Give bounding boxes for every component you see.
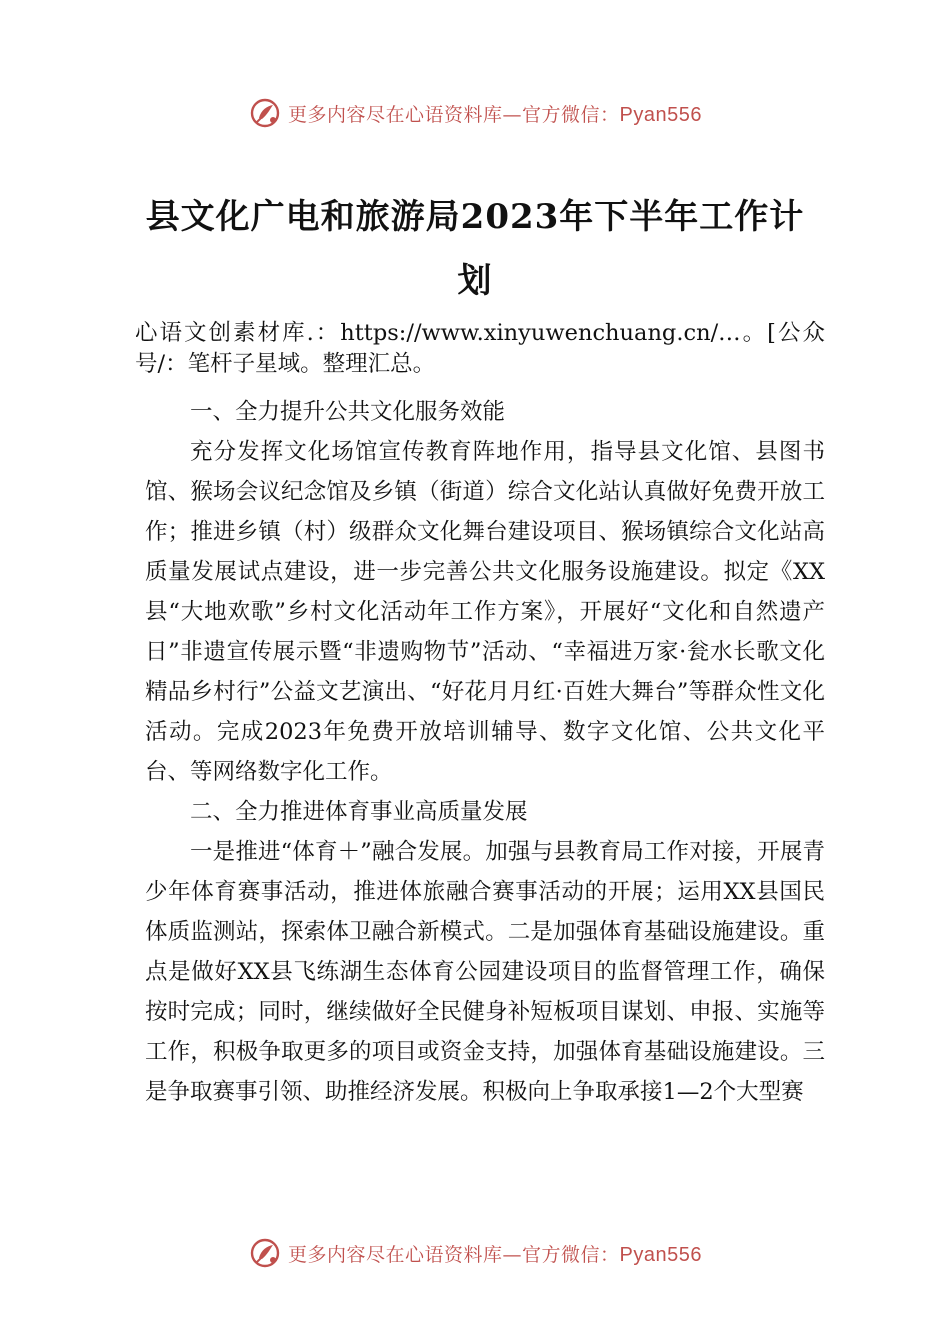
section-1-heading: 一、全力提升公共文化服务效能 <box>190 399 506 425</box>
banner-slogan: 更多内容尽在心语资料库—官方微信： <box>288 1243 620 1266</box>
source-note: 心语文创素材库.：https://www.xinyuwenchuang.cn/…。[公众号/：笔杆子星域。整理汇总。 <box>135 320 825 377</box>
banner-wechat-id: Pyan556 <box>619 103 702 126</box>
library-logo-icon <box>248 96 282 130</box>
banner-text <box>288 100 702 127</box>
document-title: 县文化广电和旅游局2023年下半年工作计划 <box>145 197 805 301</box>
banner-text <box>288 1240 702 1267</box>
section-2-body: 一是推进“体育＋”融合发展。加强与县教育局工作对接，开展青少年体育赛事活动，推进体旅融合赛事活动的开展；运用XX县国民体质监测站，探索体卫融合新模式。二是加强体育基础设施建设。重点是做好XX县飞练湖生态体育公园建设项目的监督管理工作，确保按时完成；同时，继续做好全民健身补短板项目谋划、申报、实施等工作，积极争取更多的项目或资金支持，加强体育基础设施建设。三是争取赛事引领、助推经济发展。积极向上争取承接1—2个大型赛 <box>145 839 825 1105</box>
banner-wechat-id: Pyan556 <box>619 1243 702 1266</box>
library-logo-icon <box>248 1236 282 1270</box>
document-body <box>135 318 825 1112</box>
banner-slogan: 更多内容尽在心语资料库—官方微信： <box>288 103 620 126</box>
section-2-heading: 二、全力推进体育事业高质量发展 <box>190 799 528 825</box>
section-1-body: 充分发挥文化场馆宣传教育阵地作用，指导县文化馆、县图书馆、猴场会议纪念馆及乡镇（街道）综合文化站认真做好免费开放工作；推进乡镇（村）级群众文化舞台建设项目、猴场镇综合文化站高质量发展试点建设，进一步完善公共文化服务设施建设。拟定《XX县“大地欢歌”乡村文化活动年工作方案》，开展好“文化和自然遗产日”非遗宣传展示暨“非遗购物节”活动、“幸福进万家·瓮水长歌文化精品乡村行”公益文艺演出、“好花月月红·百姓大舞台”等群众性文化活动。完成2023年免费开放培训辅导、数字文化馆、公共文化平台、等网络数字化工作。 <box>145 439 825 785</box>
footer-banner <box>0 1233 950 1273</box>
header-banner <box>0 93 950 133</box>
